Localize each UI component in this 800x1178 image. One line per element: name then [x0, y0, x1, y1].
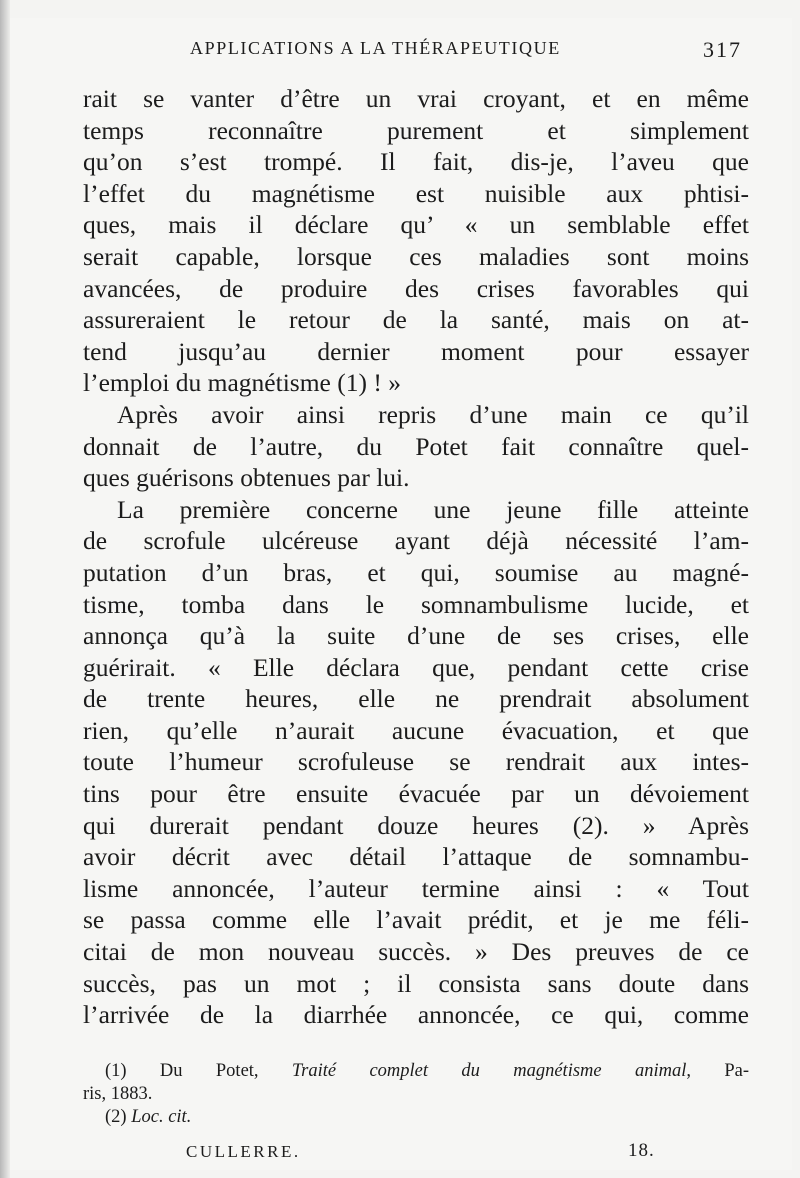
text-line: donnait de l’autre, du Potet fait connaître quel-	[83, 431, 749, 461]
page-edge-shadow	[0, 0, 10, 1178]
text-line: qu’on s’est trompé. Il fait, dis-je, l’aveu que	[83, 147, 749, 177]
footnotes	[83, 1060, 749, 1129]
text-line: citai de mon nouveau succès. » Des preuves de ce	[83, 937, 749, 967]
text-line: succès, pas un mot ; il consista sans doute dans	[83, 968, 749, 998]
text-line: l’effet du magnétisme est nuisible aux phtisi-	[83, 178, 749, 208]
text-line: rait se vanter d’être un vrai croyant, et en même	[83, 84, 749, 113]
text-line: annonça qu’à la suite d’une de ses crises, elle	[83, 621, 749, 651]
text-line: l’arrivée de la diarrhée annoncée, ce qui, comme	[83, 1000, 749, 1030]
text-line: tend jusqu’au dernier moment pour essayer	[83, 336, 749, 366]
body-text	[83, 83, 749, 1031]
footnote-2-prefix: (2)	[105, 1107, 132, 1127]
text-line: tisme, tomba dans le somnambulisme lucide, et	[83, 589, 749, 619]
text-line: qui durerait pendant douze heures (2). » Après	[83, 810, 749, 840]
text-line: serait capable, lorsque ces maladies sont moins	[83, 241, 749, 271]
text-line: de trente heures, elle ne prendrait absolument	[83, 684, 749, 714]
text-line: guérirait. « Elle déclara que, pendant cette crise	[83, 652, 749, 682]
text-line: putation d’un bras, et qui, soumise au magné-	[83, 557, 749, 587]
sheet-number: 18.	[628, 1140, 655, 1161]
text-line: tins pour être ensuite évacuée par un dévoiement	[83, 779, 749, 809]
footnote-1-prefix: (1) Du Potet,	[105, 1061, 292, 1081]
text-line: ques guérisons obtenues par lui.	[83, 463, 410, 493]
text-line: l’emploi du magnétisme (1) ! »	[83, 368, 401, 398]
text-line: de scrofule ulcéreuse ayant déjà nécessité l’am-	[83, 526, 749, 556]
text-line: toute l’humeur scrofuleuse se rendrait aux intes-	[83, 747, 749, 777]
text-line: temps reconnaître purement et simplement	[83, 115, 749, 145]
text-line: La première concerne une jeune fille atteinte	[117, 494, 749, 524]
text-line: Après avoir ainsi repris d’une main ce qu’il	[117, 399, 749, 429]
text-line: assureraient le retour de la santé, mais on at-	[83, 305, 749, 335]
page-number: 317	[703, 37, 742, 62]
text-line: avancées, de produire des crises favorables qui	[83, 273, 749, 303]
footnote-1	[83, 1060, 749, 1083]
text-line: rien, qu’elle n’aurait aucune évacuation, et que	[83, 715, 749, 745]
text-line: avoir décrit avec détail l’attaque de somnambu-	[83, 842, 749, 872]
text-line: se passa comme elle l’avait prédit, et je me féli-	[83, 905, 749, 935]
footnote-1-continuation: ris, 1883.	[83, 1084, 153, 1104]
footnote-1-suffix: , Pa-	[686, 1061, 749, 1081]
footnote-1-title: Traité complet du magnétisme animal	[291, 1061, 687, 1081]
text-line: ques, mais il déclare qu’ « un semblable effet	[83, 210, 749, 240]
printer-signature: CULLERRE.	[186, 1142, 301, 1161]
footnote-2	[83, 1106, 749, 1129]
footnote-2-title: Loc. cit.	[131, 1107, 192, 1127]
running-title: APPLICATIONS A LA THÉRAPEUTIQUE	[190, 38, 561, 58]
text-line: lisme annoncée, l’auteur termine ainsi : « Tout	[83, 873, 749, 903]
